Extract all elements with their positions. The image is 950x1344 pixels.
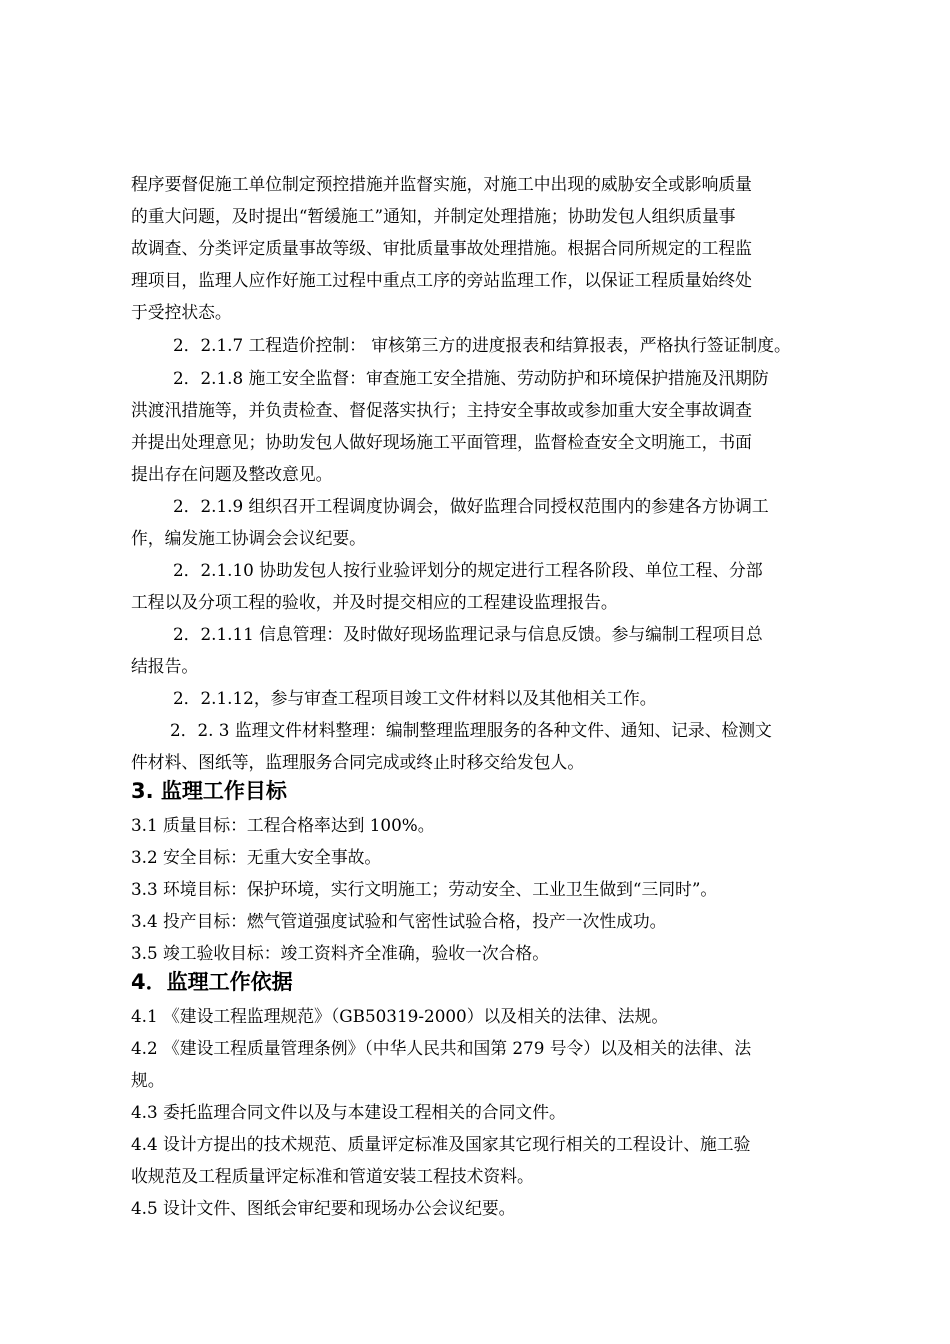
- item-2-2-3: 2．2. 3 监理文件材料整理：编制整理监理服务的各种文件、通知、记录、检测文: [170, 720, 772, 740]
- basis-item: 4.4 设计方提出的技术规范、质量评定标准及国家其它现行相关的工程设计、施工验: [131, 1134, 751, 1154]
- item-2-1-7: 2．2.1.7 工程造价控制： 审核第三方的进度报表和结算报表，严格执行签证制度。: [173, 335, 791, 355]
- paragraph-line: 结报告。: [131, 656, 199, 676]
- paragraph-line: 故调查、分类评定质量事故等级、审批质量事故处理措施。根据合同所规定的工程监: [131, 238, 752, 258]
- paragraph-line: 提出存在问题及整改意见。: [131, 464, 333, 484]
- basis-item: 4.5 设计文件、图纸会审纪要和现场办公会议纪要。: [131, 1198, 516, 1218]
- paragraph-line: 工程以及分项工程的验收，并及时提交相应的工程建设监理报告。: [131, 592, 618, 612]
- item-2-1-11: 2．2.1.11 信息管理：及时做好现场监理记录与信息反馈。参与编制工程项目总: [173, 624, 763, 644]
- paragraph-line: 并提出处理意见；协助发包人做好现场施工平面管理，监督检查安全文明施工，书面: [131, 432, 752, 452]
- paragraph-line: 件材料、图纸等，监理服务合同完成或终止时移交给发包人。: [131, 752, 585, 772]
- paragraph-line: 程序要督促施工单位制定预控措施并监督实施，对施工中出现的威胁安全或影响质量: [131, 174, 752, 194]
- paragraph-line: 洪渡汛措施等，并负责检查、督促落实执行；主持安全事故或参加重大安全事故调查: [131, 400, 752, 420]
- paragraph-line: 理项目，监理人应作好施工过程中重点工序的旁站监理工作，以保证工程质量始终处: [131, 270, 752, 290]
- basis-item: 4.3 委托监理合同文件以及与本建设工程相关的合同文件。: [131, 1102, 566, 1122]
- item-2-1-8: 2．2.1.8 施工安全监督：审查施工安全措施、劳动防护和环境保护措施及汛期防: [173, 368, 769, 388]
- basis-item: 4.1 《建设工程监理规范》（GB50319-2000）以及相关的法律、法规。: [131, 1006, 669, 1026]
- paragraph-line: 作，编发施工协调会会议纪要。: [131, 528, 366, 548]
- paragraph-line: 于受控状态。: [131, 302, 232, 322]
- section-3-heading: 3. 监理工作目标: [131, 779, 287, 803]
- goal-item: 3.3 环境目标：保护环境，实行文明施工；劳动安全、工业卫生做到“三同时”。: [131, 879, 718, 899]
- paragraph-line: 规。: [131, 1070, 165, 1090]
- section-4-heading: 4．监理工作依据: [131, 970, 293, 994]
- goal-item: 3.2 安全目标：无重大安全事故。: [131, 847, 382, 867]
- basis-item: 4.2 《建设工程质量管理条例》（中华人民共和国第 279 号令）以及相关的法律、法: [131, 1038, 752, 1058]
- goal-item: 3.4 投产目标：燃气管道强度试验和气密性试验合格，投产一次性成功。: [131, 911, 667, 931]
- item-2-1-12: 2．2.1.12，参与审查工程项目竣工文件材料以及其他相关工作。: [173, 688, 657, 708]
- paragraph-line: 收规范及工程质量评定标准和管道安装工程技术资料。: [131, 1166, 534, 1186]
- goal-item: 3.1 质量目标：工程合格率达到 100%。: [131, 815, 435, 835]
- item-2-1-9: 2．2.1.9 组织召开工程调度协调会，做好监理合同授权范围内的参建各方协调工: [173, 496, 769, 516]
- goal-item: 3.5 竣工验收目标：竣工资料齐全准确，验收一次合格。: [131, 943, 549, 963]
- paragraph-line: 的重大问题，及时提出“暂缓施工”通知，并制定处理措施；协助发包人组织质量事: [131, 206, 736, 226]
- item-2-1-10: 2．2.1.10 协助发包人按行业验评划分的规定进行工程各阶段、单位工程、分部: [173, 560, 763, 580]
